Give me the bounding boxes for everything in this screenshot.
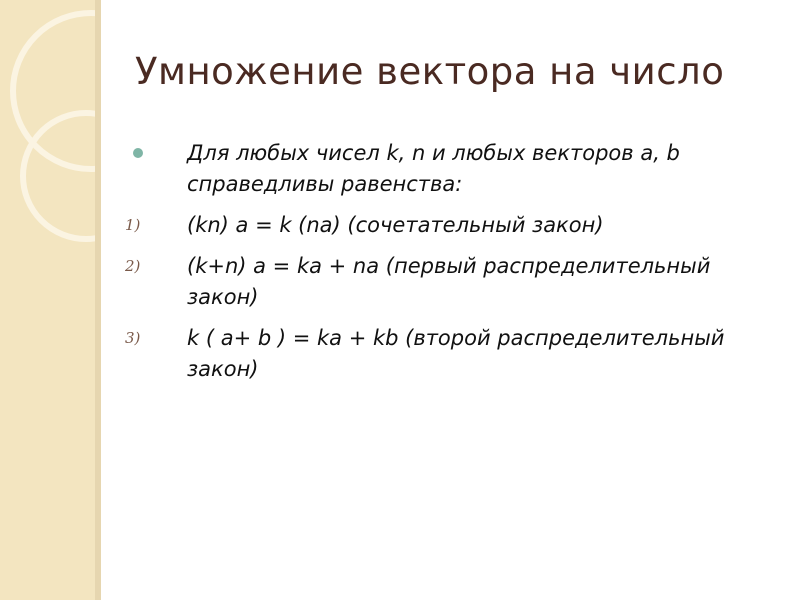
slide-content-list (125, 138, 775, 395)
law-number: 2) (125, 257, 141, 275)
law-text: (k+n) a = ka + na (первый распределительный закон) (187, 254, 711, 309)
law-item-2 (125, 251, 775, 313)
decorative-divider (95, 0, 101, 600)
intro-text: Для любых чисел k, n и любых векторов a, b справедливы равенства: (187, 141, 680, 196)
bullet-dot-icon (133, 148, 143, 158)
decorative-side-band (0, 0, 95, 600)
law-item-3 (125, 323, 775, 385)
slide-title: Умножение вектора на число (135, 50, 725, 93)
law-number: 1) (125, 216, 141, 234)
law-text: (kn) a = k (na) (сочетательный закон) (187, 213, 604, 237)
bullet-item-intro (125, 138, 775, 200)
law-item-1 (125, 210, 775, 241)
law-number: 3) (125, 329, 141, 347)
law-text: k ( a+ b ) = ka + kb (второй распределительный закон) (187, 326, 725, 381)
